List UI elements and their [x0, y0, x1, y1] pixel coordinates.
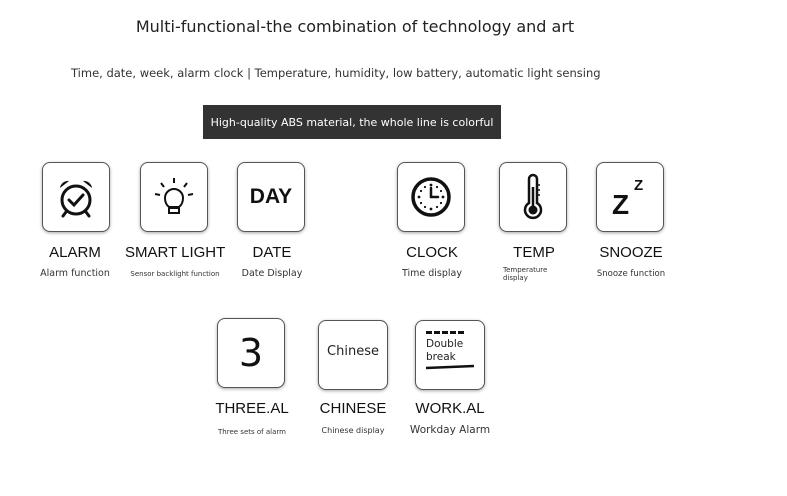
day-icon: DAY	[249, 185, 293, 208]
snooze-icon-box	[596, 162, 664, 232]
clock-icon	[409, 175, 453, 219]
snooze-icon: Z Z	[612, 177, 644, 220]
feature-work-al	[400, 318, 500, 438]
light-bulb-icon	[151, 174, 197, 220]
headline: Multi-functional-the combination of technology and art	[135, 17, 575, 36]
feature-title: TEMP	[513, 244, 555, 261]
feature-date	[222, 162, 322, 282]
feature-desc: Snooze function	[596, 269, 666, 279]
underline-stroke-icon	[426, 364, 474, 370]
chinese-text-icon: Chinese	[327, 343, 379, 359]
feature-clock	[382, 162, 482, 282]
feature-smart-light	[125, 162, 225, 282]
alarm-icon-box	[42, 162, 110, 232]
alarm-clock-icon	[54, 175, 98, 219]
subline: Time, date, week, alarm clock | Temperature, humidity, low battery, automatic light sensing	[71, 66, 601, 80]
three-al-icon-box	[217, 318, 285, 388]
work-al-icon-box	[415, 320, 485, 390]
workday-icon: Double break	[426, 330, 474, 370]
feature-alarm	[25, 162, 125, 282]
feature-desc: Date Display	[241, 268, 303, 279]
feature-desc: Workday Alarm	[409, 424, 491, 436]
temp-icon-box	[499, 162, 567, 232]
feature-desc: Sensor backlight function	[130, 270, 220, 278]
feature-desc: Chinese display	[321, 426, 385, 435]
clock-icon-box	[397, 162, 465, 232]
smart-light-icon-box	[140, 162, 208, 232]
number-three-icon: 3	[238, 331, 264, 375]
feature-desc: Time display	[401, 268, 462, 279]
feature-desc: Alarm function	[40, 268, 110, 279]
date-icon-box	[237, 162, 305, 232]
feature-title: ALARM	[49, 244, 101, 261]
thermometer-icon	[518, 173, 548, 221]
feature-title: WORK.AL	[415, 400, 485, 417]
feature-chinese	[303, 318, 403, 438]
feature-title: SMART LIGHT	[125, 244, 226, 261]
feature-title: CHINESE	[319, 400, 387, 417]
feature-desc: Three sets of alarm	[218, 428, 286, 436]
feature-title: CLOCK	[406, 244, 458, 261]
feature-title: THREE.AL	[215, 400, 289, 417]
chinese-icon-box	[318, 320, 388, 390]
feature-snooze	[581, 162, 681, 282]
material-banner: High-quality ABS material, the whole line is colorful	[203, 105, 501, 139]
feature-desc: Temperature display	[503, 266, 548, 282]
dash-line-icon	[426, 330, 468, 336]
feature-three-al	[202, 318, 302, 438]
feature-temp	[484, 162, 584, 282]
feature-title: SNOOZE	[599, 244, 663, 261]
feature-title: DATE	[252, 244, 292, 261]
